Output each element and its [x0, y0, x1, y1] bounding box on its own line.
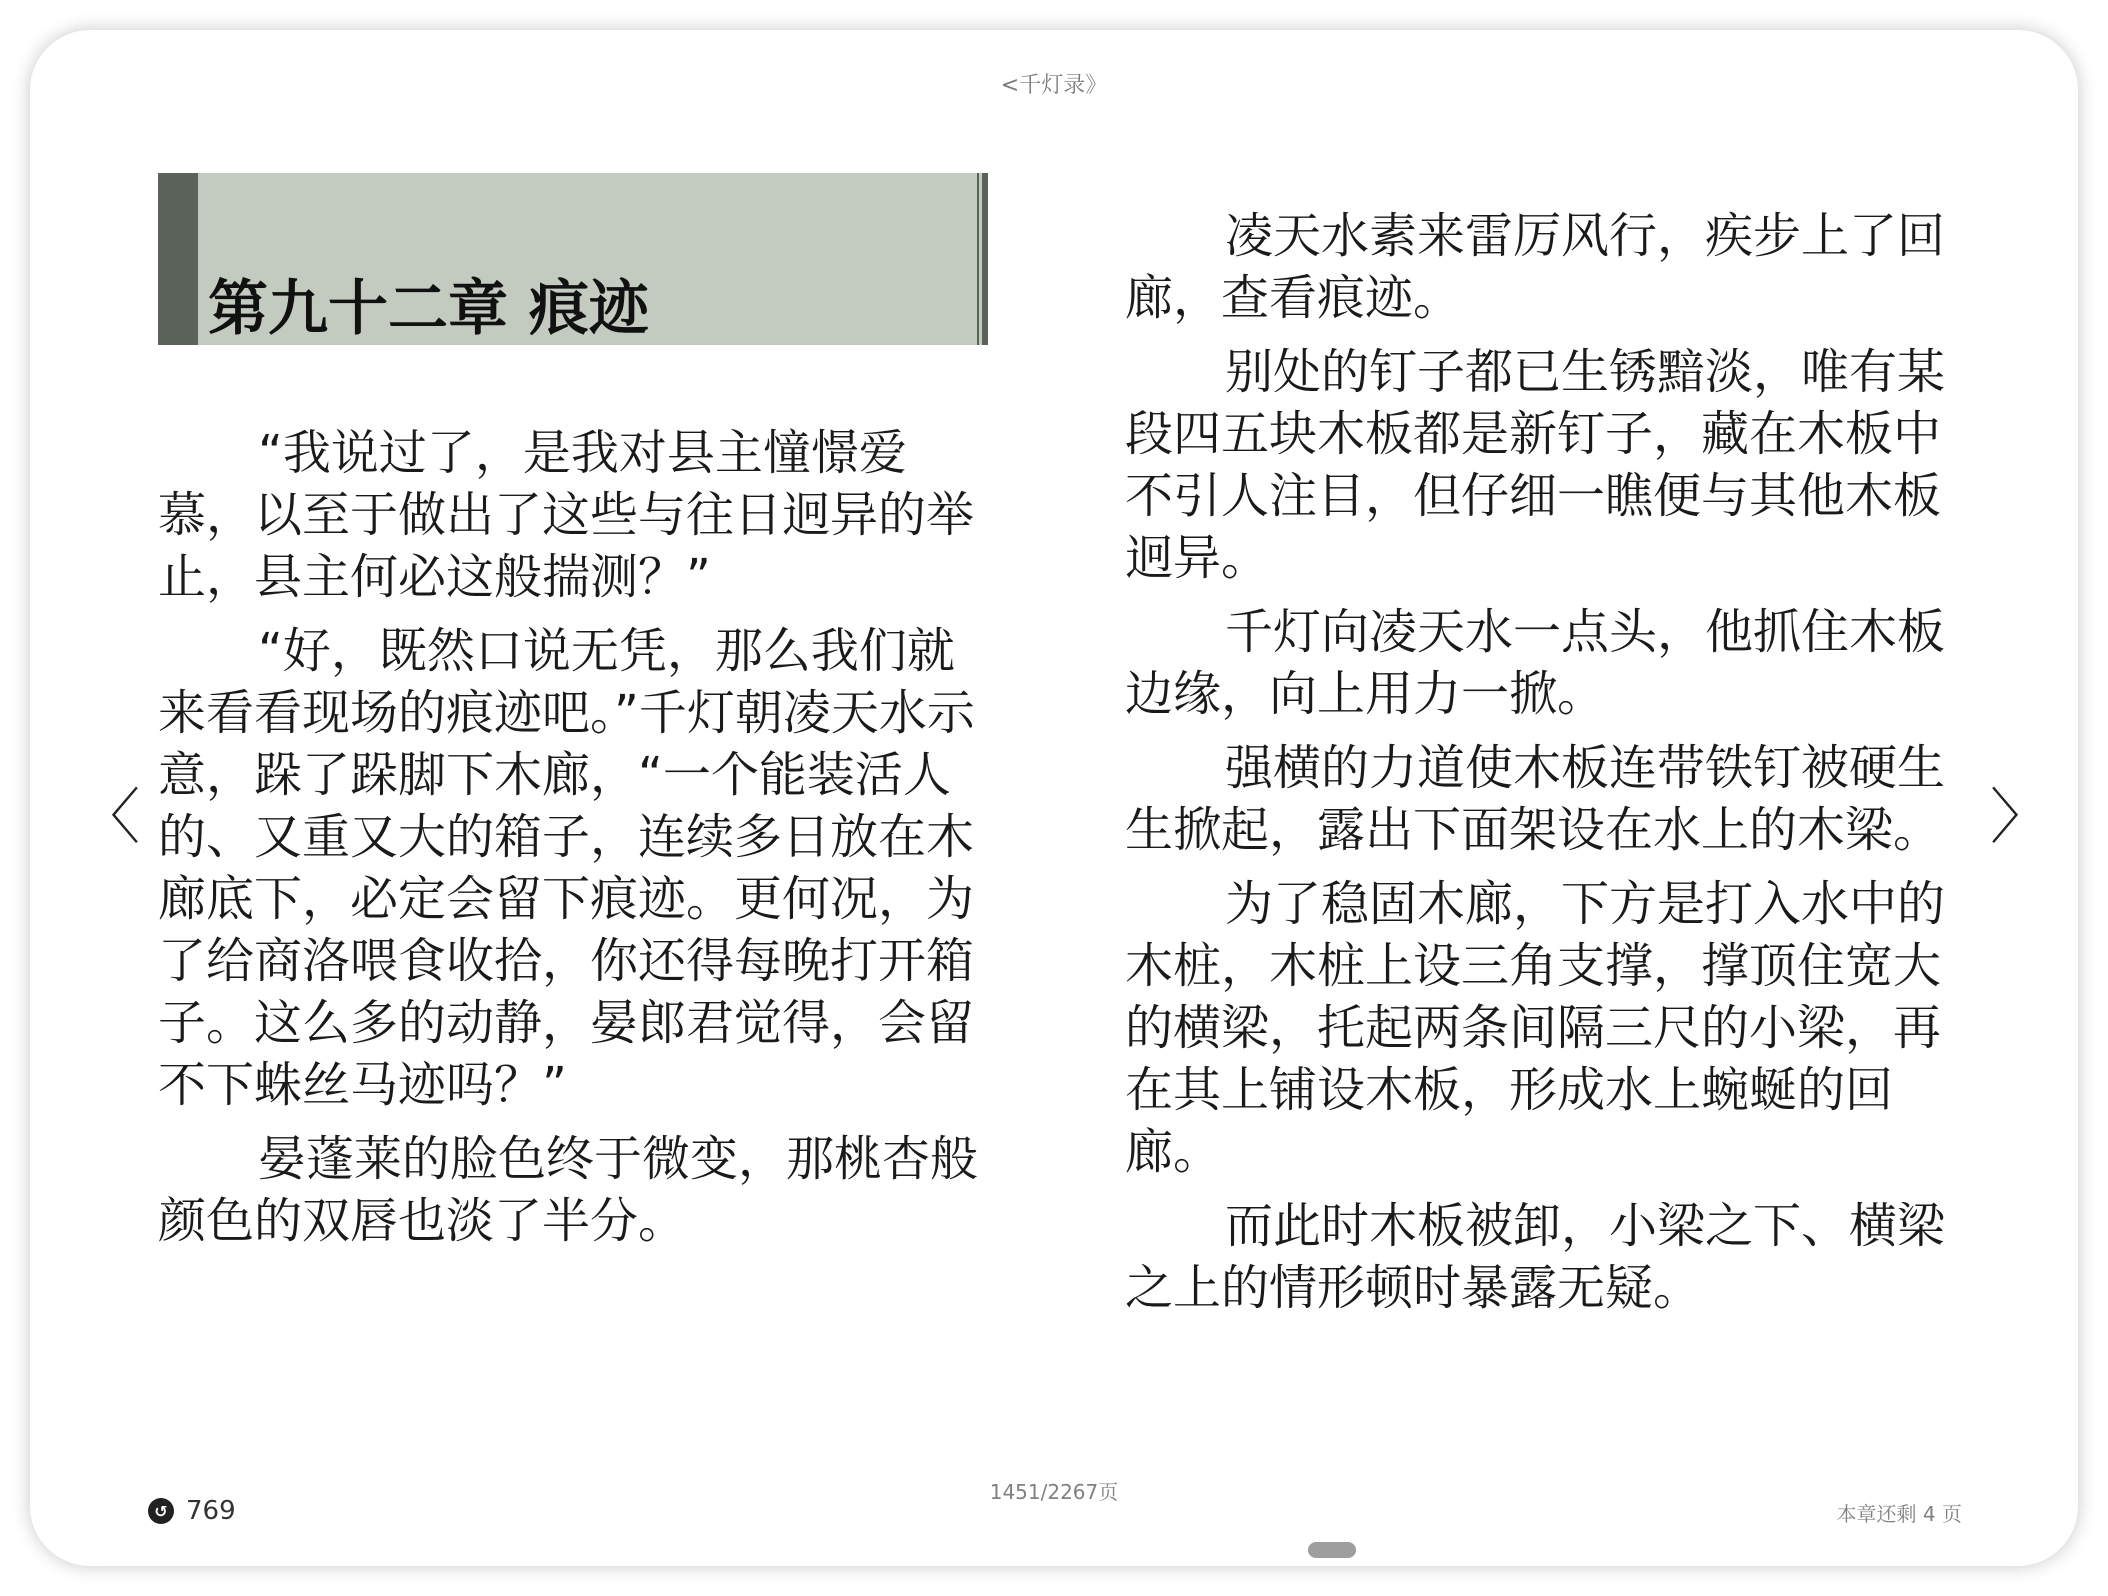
- previous-page-button[interactable]: 〈: [80, 783, 140, 853]
- next-page-button[interactable]: 〉: [1990, 783, 2050, 853]
- paragraph: “我说过了，是我对县主憧憬爱慕，以至于做出了这些与往日迥异的举止，县主何必这般揣测？”: [158, 425, 975, 605]
- reader-frame: [30, 30, 2078, 1566]
- count-value: 769: [186, 1496, 236, 1526]
- home-indicator[interactable]: [1308, 1542, 1356, 1558]
- page-number: 1451/2267页: [989, 1480, 1119, 1504]
- paragraph: 为了稳固木廊，下方是打入水中的木桩，木桩上设三角支撑，撑顶住宽大的横梁，托起两条间隔三尺的小梁，再在其上铺设木板，形成水上蜿蜒的回廊。: [1125, 876, 1946, 1180]
- chapter-bar-left: [158, 173, 198, 345]
- arrow-icon: ↺: [148, 1498, 174, 1524]
- chapter-bar-right: [982, 173, 988, 345]
- paragraph: 别处的钉子都已生锈黯淡，唯有某段四五块木板都是新钉子，藏在木板中不引人注目，但仔细一瞧便与其他木板迥异。: [1125, 344, 1946, 586]
- paragraph: 凌天水素来雷厉风行，疾步上了回廊，查看痕迹。: [1125, 208, 1946, 326]
- paragraph: 而此时木板被卸，小梁之下、横梁之上的情形顿时暴露无疑。: [1125, 1198, 1946, 1316]
- paragraph: 晏蓬莱的脸色终于微变，那桃杏般颜色的双唇也淡了半分。: [158, 1131, 979, 1249]
- right-page-text: [1125, 205, 1945, 1331]
- left-page-text: [158, 422, 988, 1264]
- chapter-remaining: 本章还剩 4 页: [1836, 1502, 1962, 1526]
- paragraph: 强横的力道使木板连带铁钉被硬生生掀起，露出下面架设在水上的木梁。: [1125, 740, 1946, 858]
- chapter-title: 第九十二章 痕迹: [208, 274, 649, 344]
- paragraph: 千灯向凌天水一点头，他抓住木板边缘，向上用力一掀。: [1125, 604, 1946, 722]
- chapter-header: [158, 173, 988, 345]
- chapter-bar-right-thin: [977, 173, 979, 345]
- paragraph: “好，既然口说无凭，那么我们就来看看现场的痕迹吧。”千灯朝凌天水示意，跺了跺脚下木廊，“一个能装活人的、又重又大的箱子，连续多日放在木廊底下，必定会留下痕迹。更何况，为了给商洛喂食收拾，你还得每晚打开箱子。这么多的动静，晏郎君觉得，会留不下蛛丝马迹吗？”: [158, 623, 975, 1113]
- book-title: <千灯录》: [1000, 73, 1108, 98]
